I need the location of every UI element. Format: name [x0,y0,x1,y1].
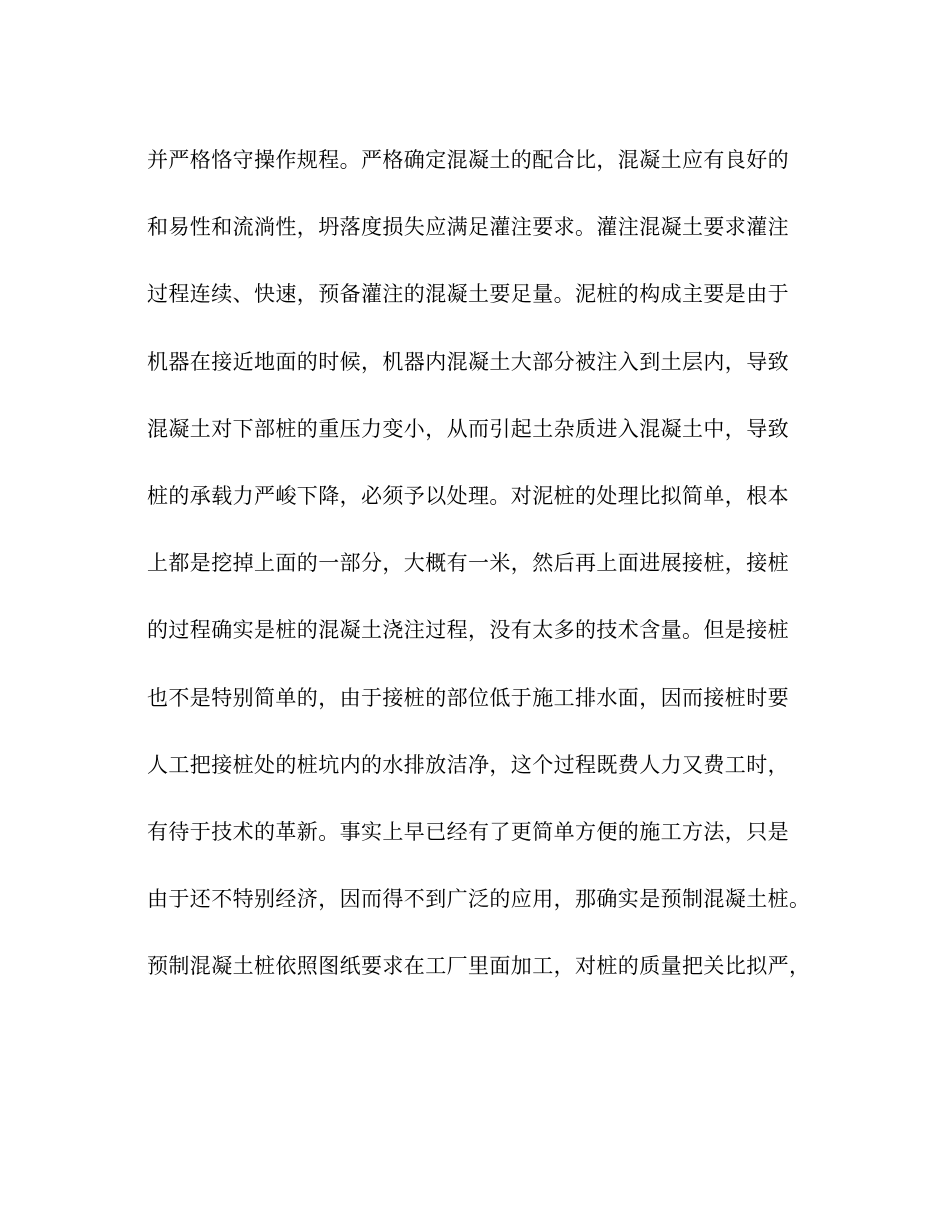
text-line: 机器在接近地面的时候，机器内混凝土大部分被注入到土层内，导致 [147,349,789,374]
text-line: 桩的承载力严峻下降，必须予以处理。对泥桩的处理比拟简单，根本 [147,483,789,508]
text-line: 人工把接桩处的桩坑内的水排放洁净，这个过程既费人力又费工时， [147,752,789,777]
text-line: 的过程确实是桩的混凝土浇注过程，没有太多的技术含量。但是接桩 [147,618,789,643]
body-paragraph [147,140,847,1013]
text-line: 和易性和流淌性，坍落度损失应满足灌注要求。灌注混凝土要求灌注 [147,215,789,240]
text-line: 预制混凝土桩依照图纸要求在工厂里面加工，对桩的质量把关比拟严， [147,954,811,979]
text-line: 过程连续、快速，预备灌注的混凝土要足量。泥桩的构成主要是由于 [147,282,789,307]
text-line: 也不是特别简单的，由于接桩的部位低于施工排水面，因而接桩时要 [147,685,789,710]
text-line: 混凝土对下部桩的重压力变小，从而引起土杂质进入混凝土中，导致 [147,416,789,441]
text-line: 有待于技术的革新。事实上早已经有了更简单方便的施工方法，只是 [147,819,789,844]
text-line: 并严格恪守操作规程。严格确定混凝土的配合比，混凝土应有良好的 [147,148,789,172]
text-line: 由于还不特别经济，因而得不到广泛的应用，那确实是预制混凝土桩。 [147,887,811,912]
text-line: 上都是挖掉上面的一部分，大概有一米，然后再上面进展接桩，接桩 [147,551,789,576]
